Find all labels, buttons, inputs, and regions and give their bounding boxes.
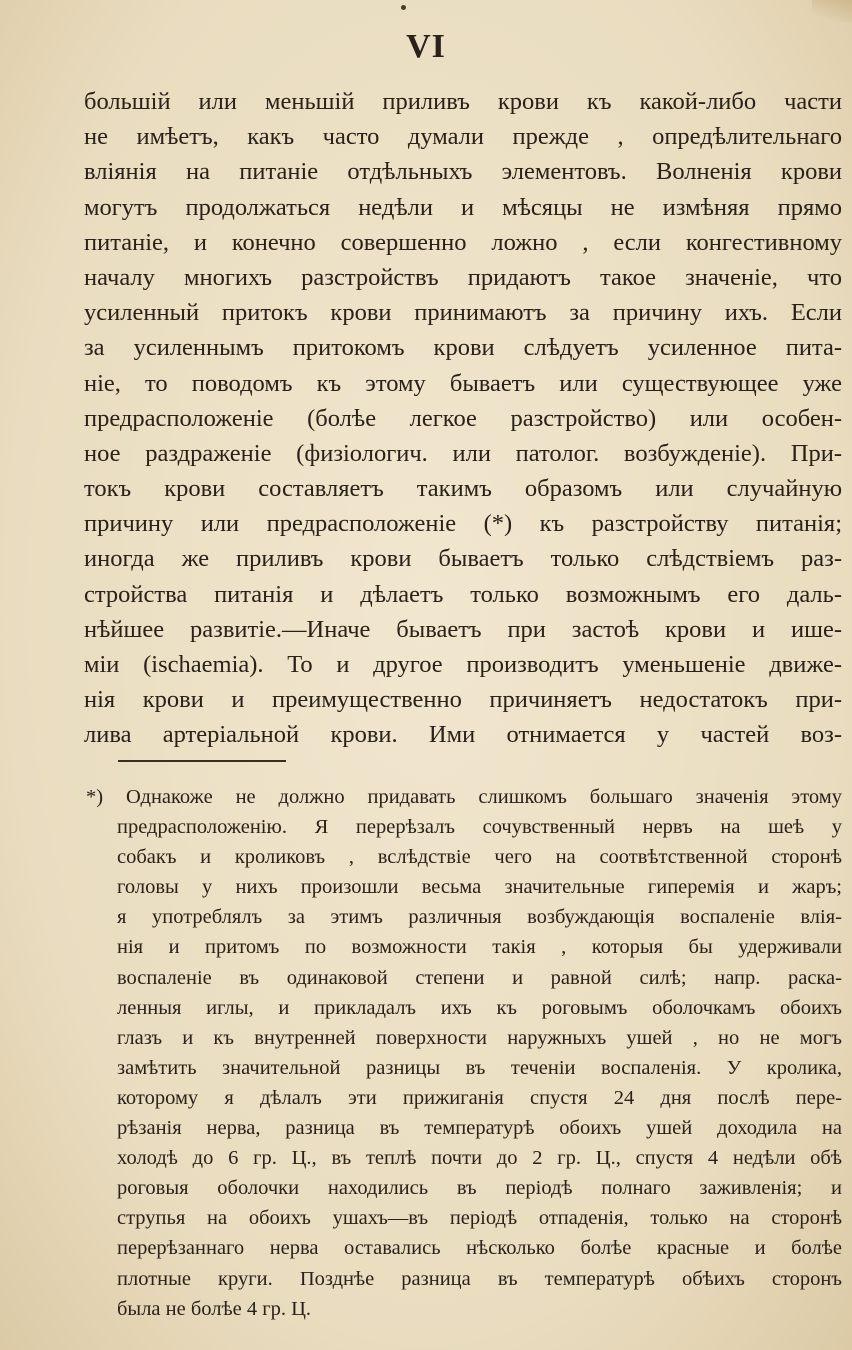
page-number: VI [406, 28, 446, 65]
text-line: за усиленнымъ притокомъ крови слѣдуетъ усиленное пита- [84, 334, 842, 362]
text-line: нѣйшее развитіе.—Иначе бываетъ при застоѣ крови и ише- [84, 615, 842, 643]
text-line: вліянія на питаніе отдѣльныхъ элементовъ. Волненія крови [84, 158, 842, 186]
footnote-marker: *) [86, 786, 104, 808]
footnote-line: была не болѣе 4 гр. Ц. [117, 1297, 312, 1320]
footnote-line: холодѣ до 6 гр. Ц., въ теплѣ почти до 2 гр. Ц., спустя 4 недѣли обѣ [117, 1147, 842, 1170]
footnote-line: я употреблялъ за этимъ различныя возбуждающія воспаленіе влія- [117, 906, 842, 929]
text-line: не имѣетъ, какъ часто думали прежде , опредѣлительнаго [84, 123, 842, 151]
print-speck [401, 5, 406, 10]
footnote-line: перерѣзаннаго нерва оставались нѣсколько болѣе красные и болѣе [117, 1237, 842, 1260]
footnote-line: нія и притомъ по возможности такія , которыя бы удерживали [117, 936, 842, 959]
text-line: лива артеріальной крови. Ими отнимается у частей воз- [84, 721, 842, 749]
main-text [84, 84, 842, 753]
text-line: ное раздраженіе (физіологич. или патолог. возбужденіе). При- [84, 439, 842, 467]
footnote-line: глазъ и къ внутренней поверхности наружныхъ ушей , но не могъ [117, 1026, 842, 1049]
footnote-line: роговыя оболочки находились въ періодѣ полнаго заживленія; и [117, 1177, 842, 1200]
footnote-line: замѣтить значительной разницы въ теченіи воспаленія. У кролика, [117, 1056, 842, 1079]
footnote-line: которому я дѣлалъ эти прижиганія спустя 24 дня послѣ пере- [117, 1086, 842, 1109]
text-line: міи (ischaemia). То и другое производитъ уменьшеніе движе- [84, 651, 842, 678]
footnote-line: воспаленіе въ одинаковой степени и равной силѣ; напр. раска- [117, 966, 842, 989]
text-line: причину или предрасположеніе (*) къ разстройству питанія; [84, 510, 842, 538]
footnote [86, 782, 842, 1324]
text-line: токъ крови составляетъ такимъ образомъ или случайную [84, 475, 842, 503]
text-line: питаніе, и конечно совершенно ложно , если конгестивному [84, 228, 842, 256]
footnote-line: рѣзанія нерва, разница въ температурѣ обоихъ ушей доходила на [117, 1117, 842, 1140]
text-line: стройства питанія и дѣлаетъ только возможнымъ его даль- [84, 580, 842, 608]
footnote-line: плотные круги. Позднѣе разница въ температурѣ обѣихъ сторонъ [117, 1267, 842, 1290]
footnote-rule [118, 760, 286, 762]
footnote-line: собакъ и кроликовъ , вслѣдствіе чего на соотвѣтственной сторонѣ [117, 846, 842, 869]
footnote-line: ленныя иглы, и прикладалъ ихъ къ роговымъ оболочкамъ обоихъ [117, 996, 842, 1019]
text-line: иногда же приливъ крови бываетъ только слѣдствіемъ раз- [84, 545, 842, 573]
text-line: усиленный притокъ крови принимаютъ за причину ихъ. Если [84, 299, 842, 327]
text-line: могутъ продолжаться недѣли и мѣсяцы не измѣняя прямо [84, 193, 842, 221]
footnote-line: головы у нихъ произошли весьма значительные гиперемія и жаръ; [117, 876, 842, 899]
footnote-line: струпья на обоихъ ушахъ—въ періодѣ отпаденія, только на сторонѣ [117, 1207, 842, 1230]
text-line: ніе, то поводомъ къ этому бываетъ или существующее уже [84, 369, 842, 397]
text-line: предрасположеніе (болѣе легкое разстройство) или особен- [84, 404, 842, 432]
text-line: началу многихъ разстройствъ придаютъ такое значеніе, что [84, 263, 842, 291]
text-line: большій или меньшій приливъ крови къ какой-либо части [84, 88, 842, 115]
footnote-line: Однакоже не должно придавать слишкомъ большаго значенія этому [125, 786, 842, 808]
text-line: нія крови и преимущественно причиняетъ недостатокъ при- [84, 686, 842, 714]
footnote-line: предрасположенію. Я перерѣзалъ сочувственный нервъ на шеѣ у [117, 816, 842, 839]
page-corner-shadow [812, 0, 852, 22]
